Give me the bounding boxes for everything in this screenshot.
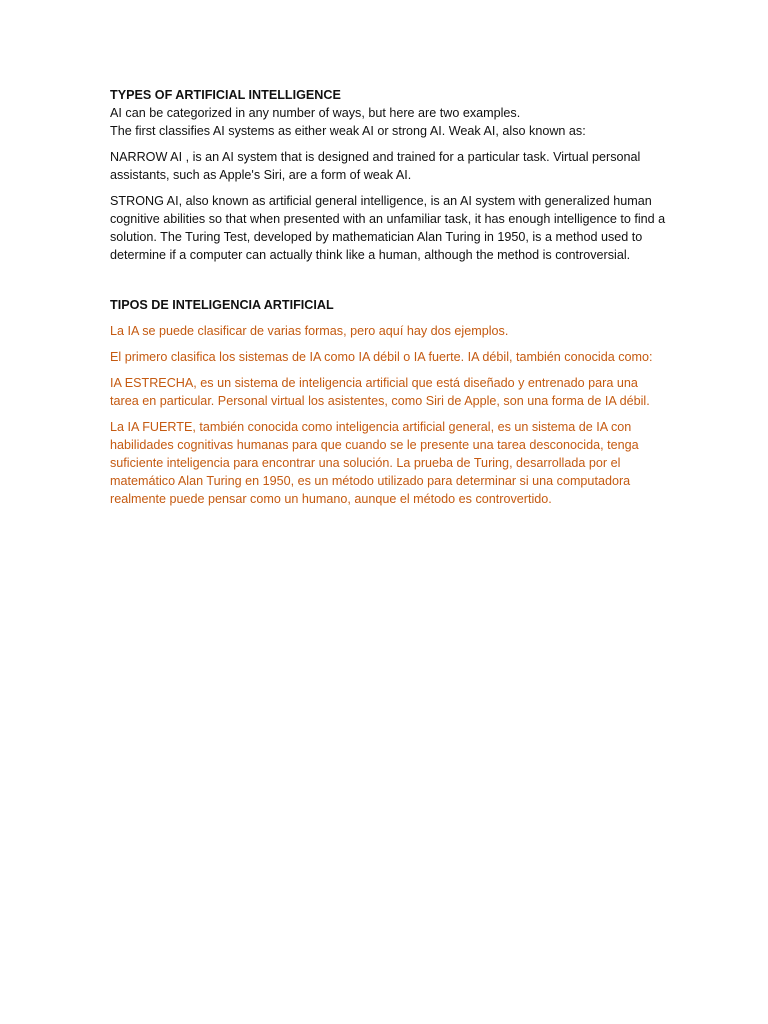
spanish-classification-paragraph: El primero clasifica los sistemas de IA como IA débil o IA fuerte. IA débil, también conocida como:: [110, 350, 653, 364]
spanish-intro-paragraph: La IA se puede clasificar de varias formas, pero aquí hay dos ejemplos.: [110, 324, 509, 338]
spanish-section: [110, 296, 670, 508]
spanish-narrow-ai-paragraph: IA ESTRECHA, es un sistema de inteligencia artificial que está diseñado y entrenado para una tarea en particular. Personal virtual los asistentes, como Siri de Apple, son una forma de IA débil.: [110, 376, 650, 408]
spanish-strong-ai-paragraph: La IA FUERTE, también conocida como inteligencia artificial general, es un sistema de IA con habilidades cognitivas humanas para que cuando se le presente una tarea desconocida, tenga suficiente inteligencia para encontrar una solución. La prueba de Turing, desarrollada por el matemático Alan Turing en 1950, es un método utilizado para determinar si una computadora realmente puede pensar como un humano, aunque el método es controvertido.: [110, 420, 639, 506]
document-body: [110, 86, 670, 508]
english-narrow-ai-paragraph: NARROW AI , is an AI system that is designed and trained for a particular task. Virtual personal assistants, such as Apple's Siri, are a form of weak AI.: [110, 150, 641, 182]
english-intro-line-1: AI can be categorized in any number of ways, but here are two examples.: [110, 106, 521, 120]
english-heading: TYPES OF ARTIFICIAL INTELLIGENCE: [110, 88, 341, 102]
spanish-heading: TIPOS DE INTELIGENCIA ARTIFICIAL: [110, 298, 334, 312]
english-strong-ai-paragraph: STRONG AI, also known as artificial general intelligence, is an AI system with generalized human cognitive abilities so that when presented with an unfamiliar task, it has enough intelligence to find a solution. The Turing Test, developed by mathematician Alan Turing in 1950, is a method used to determine if a computer can actually think like a human, although the method is controversial.: [110, 194, 666, 262]
english-section: [110, 86, 670, 264]
english-intro-line-2: The first classifies AI systems as either weak AI or strong AI. Weak AI, also known as:: [110, 124, 586, 138]
